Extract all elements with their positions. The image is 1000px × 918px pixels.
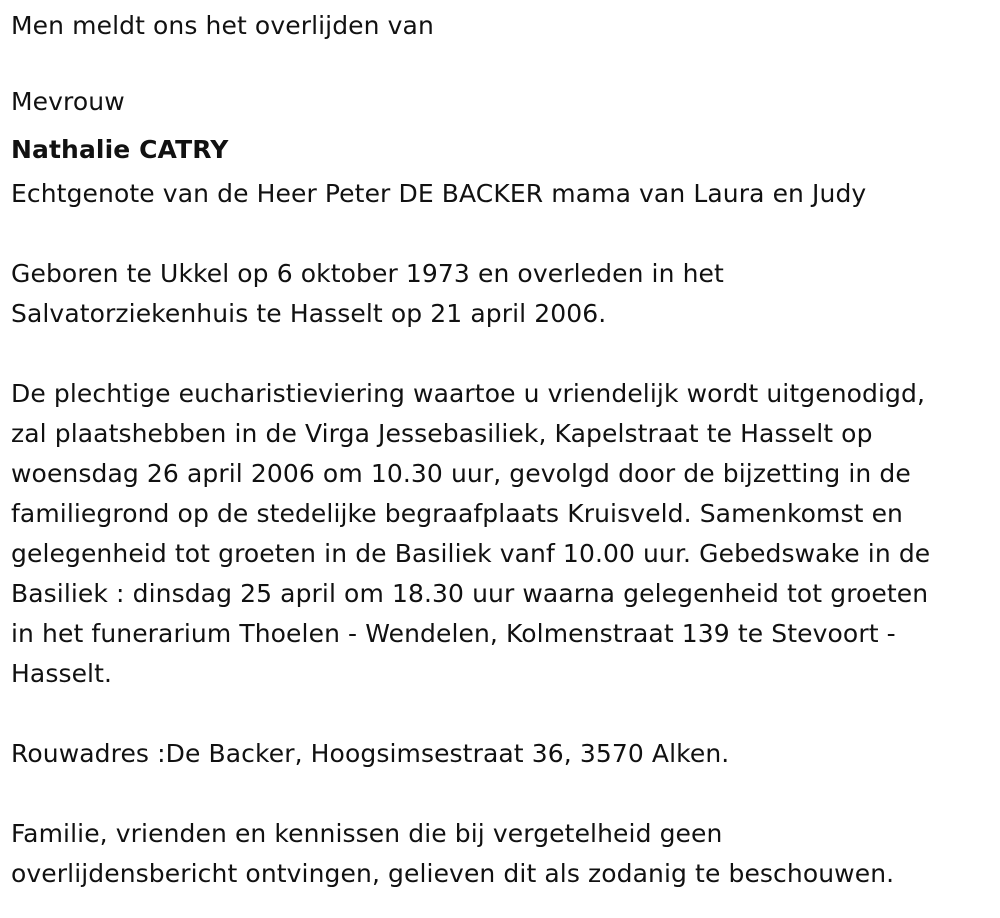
birth-death-text: Geboren te Ukkel op 6 oktober 1973 en overleden in het Salvatorziekenhuis te Hasselt op 21 april 2006. [11,259,724,328]
deceased-name: Nathalie CATRY [11,135,229,164]
honorific-title: Mevrouw [11,87,125,116]
ceremony-text: De plechtige eucharistieviering waartoe u vriendelijk wordt uitgenodigd, zal plaatshebben in de Virga Jessebasiliek, Kapelstraat te Hasselt op woensdag 26 april 2006 om 10.30 uur, gevolgd door de bijzetting in de familiegrond op de stedelijke begraafplaats Kruisveld. Samenkomst en gelegenheid tot groeten in de Basiliek vanf 10.00 uur. Gebedswake in de Basiliek : dinsdag 25 april om 18.30 uur waarna gelegenheid tot groeten in het funerarium Thoelen - Wendelen, Kolmenstraat 139 te Stevoort - Hasselt. [11,379,931,688]
spacer [11,694,991,734]
spacer [11,214,991,254]
intro-text: Men meldt ons het overlijden van [11,11,434,40]
spacer [11,46,991,78]
mourning-address: Rouwadres :De Backer, Hoogsimsestraat 36, 3570 Alken. [11,739,730,768]
closing-text: Familie, vrienden en kennissen die bij vergetelheid geen overlijdensbericht ontvingen, gelieven dit als zodanig te beschouwen. [11,819,895,888]
spacer [11,334,991,374]
spacer [11,774,991,814]
relation-text: Echtgenote van de Heer Peter DE BACKER mama van Laura en Judy [11,179,867,208]
death-notice [11,6,991,894]
